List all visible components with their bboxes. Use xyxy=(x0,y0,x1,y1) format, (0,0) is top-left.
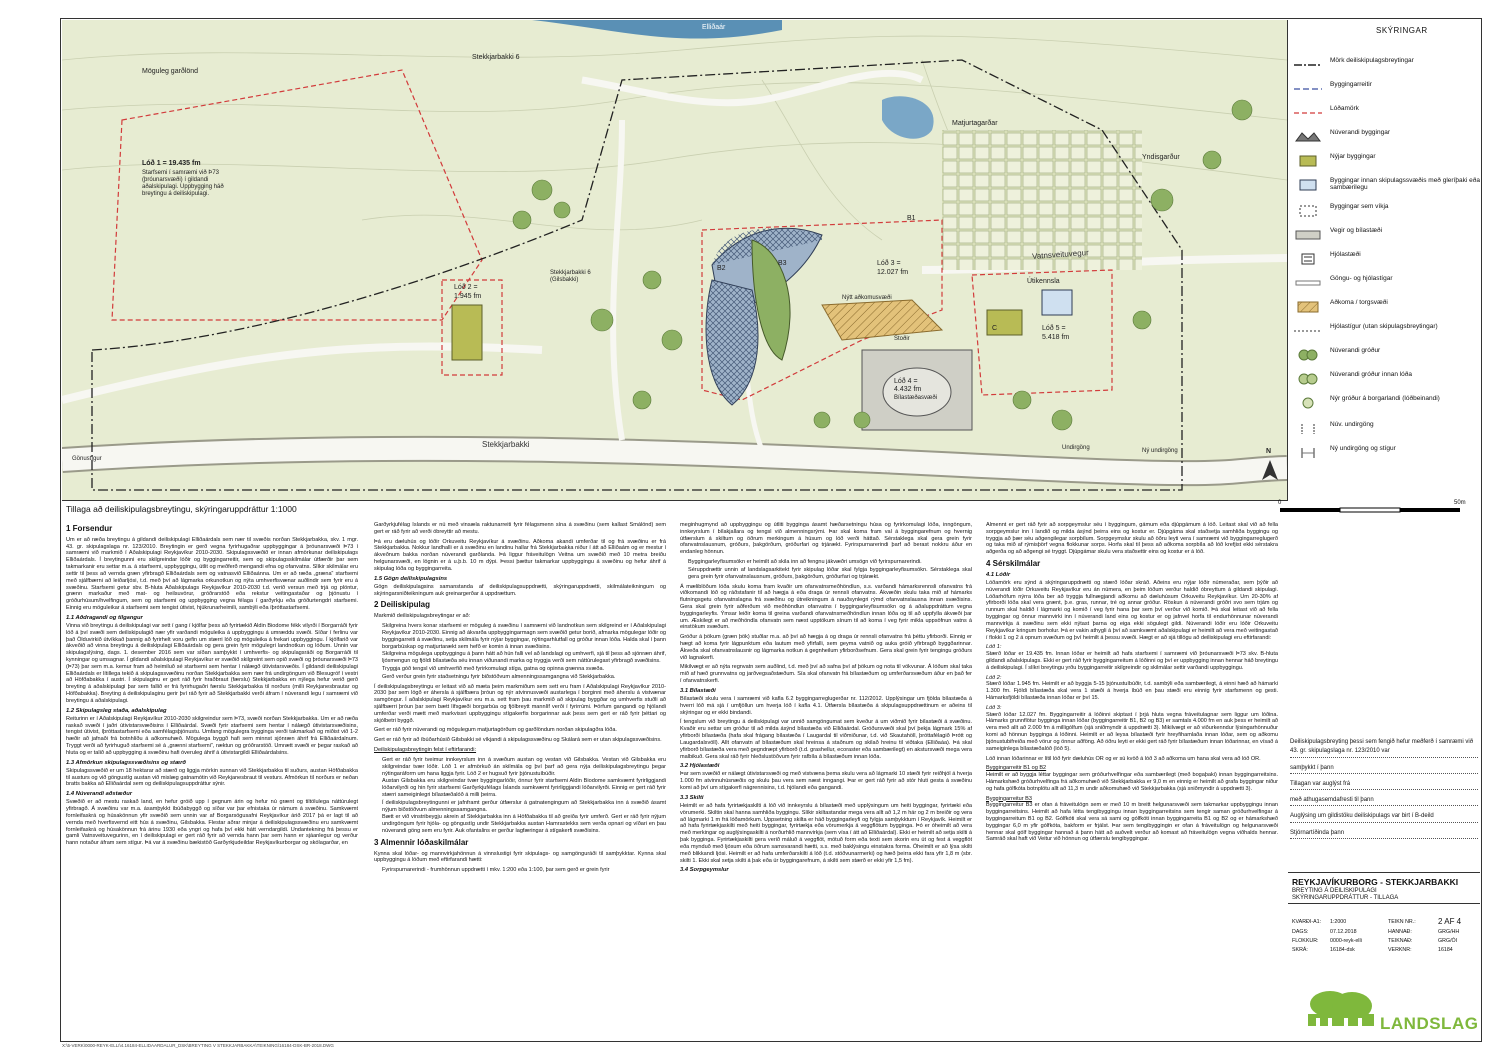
plaza-hatch xyxy=(822,300,942,340)
client-title: REYKJAVÍKURBORG - STEKKJARBAKKI xyxy=(1292,877,1459,887)
legend-item: Hjólastæði xyxy=(1290,250,1478,268)
legend xyxy=(1288,20,1480,500)
text-column-2: Garðyrkjufélag Íslands er nú með vinsæla raktunarreiti fyrir félagsmenn sína á svæðinu (sem kallast Smálönd) sem gert er ráð fyrir að verði óbreyttir að mestu. Þá eru dæluhús og lóðir Orkuveitu Reykjavíkur á svæðinu. Aðkoma akandi umferðar til og frá svæðinu er frá Stekkjarbakka. Nokkur landhalli er á svæðinu en landinu hallar frá Stekkjarbakka niður í átt að Elliðaám og er mestur í ákveðnum bakka norðan núverandi garðlanda. Þá liggur fráveitulögn Veitna um svæðið með 10 metra breiðu helgunarsvæði, en lögnin er á u.þ.b. 10 m dýpi. Þessi þættur takmarkar uppbyggingu á svæðinu og hefur áhrif á skipulag lóða og byggingarreita. 1.5 Gögn deiliskipulagsins Gögn deiliskipulagsins samanstanda af deiliskipulagsuppdrætti, skýringaruppdrætti, skilmálateikningum og skýringarsniðteikningum auk greinargerðar á uppdrættum. 2 Deiliskipulag Markmið deiliskipulagsbreytingar er að: • Skilgreina hvers konar starfsemi er möguleg á svæðinu í samræmi við landnotkun sem skilgreind er í Aðalskipulagi Reykjavíkur 2010-2030. Einnig að ákvarða uppbyggingarmagn sem svæðið getur borið, afmarka mögulegar lóðir og byggingarreiti á svæðinu, setja skilmála fyrir nýjar byggingar, nýtingarhlutfall og gróður innan lóða. Halda skal í þann borgarbúskap og matjurtarækt sem hefð er komin á innan svæðisins. • Skilgreina mögulega uppbyggingu á þann hátt að hún falli vel að landslagi og umhverfi, sjá til þess að sjónræn áhrif, ljósmengun og fjöldi bílastæða séu innan viðunandi marka og tryggja verði sem náttúrulegast yfirbragð svæðisins. • Tryggja góð tengsl við umhverfið með fyrirkomulagi stíga, gatna og opinna grænna svæða. • Gerð verður grein fyrir staðsetningu fyrir biðstöðvum almenningssamgangna við Stekkjarbakka. Í deiliskipulagsbreytingu er leitast við að mæta þeim markmiðum sem sett eru fram í Aðalskipulagi Reykjavíkur 2010-2030 þar sem lögð er áhersla á sjálfbæra þróun og nýr atvinnusvæði austarlega í borginni með áherslu á vistvænar samgöngur. Í aðalskipulagi Reykjavíkur eru m.a. sett fram þau markmið að skipulag byggðar og umhverfis stuðli að sjálfbærri þróun þar sem bætt lífsgæði borgarbúa og fjölbreytt mannlíf verði í fyrirrúmi. Þörfum gangandi og hjólandi umferðar verði mætt með markvissri uppbyggingu stígakerfis borgarinnar auk þess sem gert er ráð fyrir þéttari og skjólbetri byggð. Gert er ráð fyrir núverandi og mögulegum matjurtagörðum og garðlöndum norðan skipulagðra lóða. Gert er ráð fyrir að íbúðarhúsið Gilsbakki sé víkjandi á skipulagssvæðinu og Skálará sem er utan skipulagssvæðisins. Deiliskipulagsbreytingin felst í eftirfarandi: • Gert er ráð fyrir tveimur innkeyrslum inn á svæðum austan og vestan við Gilsbakka. Vestan við Gilsbakka eru skilgreindar tvær lóðir. Lóð 1 er afmörkuð án skilmála og því þarf að gera nýja deiliskipulagsbreytingu þegar nýtingaráform um hana liggja fyrir. Lóð 2 er hugsuð fyrir þjónustuíbúðir. • Austan Gilsbakka eru skilgreindar tvær byggingarlóðir, önnur fyrir starfsemi Aldin Biodome samkvæmt fyrirliggjandi lóðarvilyrði og hin fyrir starfsemi Garðyrkjufélags Íslands samkvæmt fyrirliggjandi lóðarvilyrði. Einnig er gert ráð fyrir stærri sameiginlegri bílastæðalóð á milli þeirra. • Í deiliskipulagsbreytingunni er jafnframt gerður útfærslur á gatnatengingum að Stekkjarbakka inn á svæðið ásamt nýjum biðstöðvum almenningssamgangna. • Bætt er við vinstribeygju akrein af Stekkjarbakka inn á Höfðabakka til að greiða fyrir umferð. Gert er ráð fyrir nýjum undirgöngum fyrir hjóla- og göngustíg undir Stekkjarbakka austan Hamrastekks sem verða opnari og víðari en þau núverandi göng sem eru fyrir. Auk ofantalins er gerður lagfæringar á stígakerfi svæðisins. 3 Almennir lóðaskilmálar Kynna skal lóðar- og mannvirkjahönnun á vinnslustigi fyrir skipulags- og samgönguráði til samþykktar. Kynna skal uppbyggingu á lóðum með eftirfarandi hætti: • Fyrirspurnarerindi - frumhönnun uppdrætti í mkv. 1:200 eða 1:100, þar sem gerð er grein fyrir xyxy=(374,522,666,1022)
label-b3: B3 xyxy=(778,260,787,267)
label-lod5-area: 5.418 fm xyxy=(1042,334,1070,341)
stekkjarbakki-road[interactable] xyxy=(62,449,1287,473)
legend-item: Mörk deiliskipulagsbreytingar xyxy=(1290,56,1478,74)
label-yndisgardur: Yndisgarður xyxy=(1142,154,1180,161)
map-caption: Tillaga að deiliskipulagsbreytingu, skýringaruppdráttur 1:1000 xyxy=(66,504,297,514)
legend-item: Byggingar innan skipulagssvæðis með gleríþaki eða sambærilegu xyxy=(1290,176,1478,198)
label-moguleg-gardlond: Möguleg garðlönd xyxy=(142,68,199,75)
label-undirgong: Undirgöng xyxy=(1062,445,1090,451)
site-plan-map xyxy=(62,20,1288,501)
legend-lot-icon xyxy=(1294,107,1322,119)
goals-list: • Skilgreina hvers konar starfsemi er möguleg á svæðinu í samræmi við landnotkun sem skilgreind er í Aðalskipulagi Reykjavíkur 2010-2030. Einnig að ákvarða uppbyggingarmagn sem svæðið getur borið, afmarka mögulegar lóðir og byggingarreiti á svæðinu, setja skilmála fyrir nýjar byggingar, nýtingarhlutfall og gróður innan lóða. Halda skal í þann borgarbúskap og matjurtarækt sem hefð er komin á innan svæðisins. • Skilgreina mögulega uppbyggingu á þann hátt að hún falli vel að landslagi og umhverfi, sjá til þess að sjónræn áhrif, ljósmengun og fjöldi bílastæða séu innan viðunandi marka og tryggja verði sem náttúrulegast yfirbragð svæðisins. • Tryggja góð tengsl við umhverfið með fyrirkomulagi stíga, gatna og opinna grænna svæða. • Gerð verður grein fyrir staðsetningu fyrir biðstöðvum almenningssamgangna við Stekkjarbakka. xyxy=(374,623,666,681)
label-stodur: Stoðir xyxy=(894,336,910,342)
river xyxy=(532,20,782,39)
scale-bar-graphic xyxy=(1270,506,1480,520)
legend-vegetation-icon xyxy=(1294,349,1322,361)
logo-text: LANDSLAG xyxy=(1380,1014,1479,1033)
legend-item: Hjólastígur (utan skipulagsbreytingar) xyxy=(1290,322,1478,340)
map-drawing xyxy=(62,20,1287,500)
plan-boundary xyxy=(92,60,1182,490)
label-lod4-area: 4.432 fm xyxy=(894,386,922,393)
label-lod4-note: Bílastæðasvæði xyxy=(894,395,938,401)
legend-item: Nýr gróður á borgarlandi (lóðbeinandi) xyxy=(1290,394,1478,416)
legend-item: Vegir og bílastæði xyxy=(1290,226,1478,244)
text-column-4: Almennt er gert ráð fyrir að sorpgeymslur séu í byggingum, gámum eða djúpgámum á lóð. Leitast skal við að fella sorpgeymslur inn í landið og milda ásýnd þeirra eins og kostur er. Djúpgáma skal staðsetja samhliða byggingu og tryggja að þær séu aðgengilegar sorpbílum. Sorpgeymslur skulu að öðru leyti vera í samræmi við byggingarreglugerð og taka mið af rýmisþörf vegna flokkunar sorps. Horfa skal til þess að aðkoma sorpbíla að lóð krefjist ekki sérstakra aðgerða og að aðgengi sé tryggt. Djúpgámar skulu vera staðsettir eins og kostur er á lóð. 4 Sérskilmálar 4.1 Lóðir Lóðamörk eru sýnd á skýringaruppdrætti og stærð lóðar skráð. Aðeins eru nýjar lóðir númeraðar, sem þýðir að núverandi lóðir Orkuveitu Reykjavíkur eru án númera, en þeim lóðum verður haldið óbreyttum á gildandi skipulagi. Lóðarhöfum nýrra lóða ber að tryggja fullnægjandi aðkomu að dæluhúsum Orkuveitu Reykjavíkur. Um 20-30% af yfirborði lóða skal vera grænt, þ.e. gras, runnar, tré og annar gróður. Röskun á núverandi gróðri svo sem trjám og runnum skal haldið í lágmarki og komið í veg fyrir hana þar sem því verður við komið. Þá skal leitast við að fella byggingar og önnur mannvirki inn í núverandi land eins og kostur er og jafnvel horfa til endurhönnunar núverandi mannvirkja á svæðinu sem ekki nýtast þarna og eiga ekki sögulegt gildi. Núverandi lóðir eru lóðir Orkuveitu Reykjavíkur kringum borholur. Þá er vakin athygli á því að samkvæmt aðalskipulagi er heimilt að vera með veitingastað í flokki 1 og 2 á opnum svæðum og því heimilt á þessu svæði. Hægt er að sjá tillögu að deiliskipulagi eru eftirfarandi: Lóð 1: Stærð lóðar er 19.435 fm. Innan lóðar er heimilt að hafa starfsemi í samræmi við þróunarsvæði Þ73 skv. B-hluta gildandi aðalskipulags. Ekki er gert ráð fyrir byggingarreitum á lóðinni og því er uppbygging innan hennar háð breytingu á deiliskipulagi. Í slíkri breytingu yrðu byggingarreitir skilgreindir og skilmálar settir varðandi uppbyggingu. Lóð 2: Stærð lóðar 1.945 fm. Heimilt er að byggja 5-15 þjónustuíbúðir, t.d. sambýli eða sambærilegt, á einni hæð að hámarki 1.300 fm. Fjöldi bílastæða skal vera 1 stæði á hverja íbúð en þau stæði eru einnig fyrir starfsmenn og gesti. Hámarksfjöldi bílastæða innan lóðar er því 15. Lóð 3: Stærð lóðar 12.027 fm. Byggingarreitir á lóðinni skiptast í þrjá hluta vegna fráveitulagnar sem liggur um lóðina. Hámarks grunnflötur bygginga innan lóðar (byggingarreitir B1, B2 og B3) er samtals 4.000 fm en auk þess er heimilt að vera með allt að 2.000 fm á milligólfum (sjá sniðmyndir á uppdrætti 3). Mikilvægt er að viðurkenndur lýsingarhönnuður komi að hönnun bygginga á lóðinni. Heimilt er að leysa bílastæði fyrir hreyfihamlaða innan lóðar, sem og aðkomu þjónustubifreiða með vörur og önnur aðföng. Að öðru leyti er ekki gert ráð fyrir bílastæðum innan lóðarinnar, en vísað á sameiginlega bílastæðalóð (lóð 5). Lóð innan lóðarinnar er lítil lóð fyrir dæluhús OR og er sú kvöð á lóð 3 að aðkoma um hana skal vera að lóð OR. Byggingarreitir B1 og B2 Heimilt er að byggja léttar byggingar sem gróðurhvelfingar eða sambærilegt (með bogaþaki) innan byggingarreitsins. Hámarkshæð gróðurhvelfinga frá aðkomuhæð við Stekkjarbakka er 9,0 m en einnig er heimilt að grafa byggingar niður og hafa gólfkóta botnplötu allt að 11,3 m undir aðkomuhæð við Stekkjarbakka (sjá sniðmyndir á uppdrætti 3). Byggingarreitur B3 Byggingarreitur B3 er ofan á fráveitulögn sem er með 10 m breitt helgunarsvæði sem takmarkar uppbyggingu innan byggingarreitsins. Heimilt að hafa létta tengibyggingu innan byggingarreitsins sem tengir saman gróðurhvelfingar á byggingarreitum B1 og B2. Gólfkóti skal vera sá sami og gólfkóti innan byggingarreita B1 og B2 og er hámarkshæð byggingar 6,0 m yfir gólfkóta, bakform er frjálst. Þar sem tengibyggingin er ofan á fráveitulögn og helgunarsvæði hennar skal gólf byggingar hannað á þann hátt að auðvelt verður að komast að fráveitulögn vegna viðhalds hennar. Samráð skal haft við Veitur við hönnun og útfærslu tengibyggingar. xyxy=(986,522,1278,843)
legend-title: SKÝRINGAR xyxy=(1376,26,1428,35)
legend-item: Byggingar sem víkja xyxy=(1290,202,1478,220)
legend-cyclepath-icon xyxy=(1294,325,1322,337)
legend-boundary-icon xyxy=(1294,59,1322,71)
label-nytt-adkomusvaedi: Nýtt aðkomusvæði xyxy=(842,295,892,301)
glass-building-c xyxy=(1042,290,1072,315)
label-gilsbakki: Stekkjarbakki 6 (Gilsbakki) xyxy=(550,270,591,283)
file-path: X:\5-VERK\0000-REYK-ELLI\4.16184-ELLIDAARDALUR_DSK\BREYTING V STEKKJARBAKKA\TEIKNING\16184-DSK-BR-2018.DWG xyxy=(62,1043,334,1048)
label-ny-undirgong: Ný undirgöng xyxy=(1142,448,1178,454)
drawing-title: SKÝRINGARUPPDRÁTTUR - TILLAGA xyxy=(1288,895,1480,904)
legend-new-vegetation-icon xyxy=(1294,397,1322,409)
legend-item: Nýjar byggingar xyxy=(1290,152,1478,170)
label-matjurtagardar: Matjurtagarðar xyxy=(952,120,998,127)
heading: 1 Forsendur xyxy=(66,524,113,533)
legend-lot-vegetation-icon xyxy=(1294,373,1322,385)
label-gonustigur: Gönustígur xyxy=(72,456,102,462)
legend-demolish-icon xyxy=(1294,205,1322,217)
legend-item: Núverandi byggingar xyxy=(1290,128,1478,146)
legend-bike-parking-icon xyxy=(1294,253,1322,265)
label-b2: B2 xyxy=(717,265,726,272)
label-b1: B1 xyxy=(907,215,916,222)
legend-item: Lóðamörk xyxy=(1290,104,1478,122)
label-vatnsveituvegur: Vatnsveituvegur xyxy=(1031,248,1090,261)
legend-item: Byggingarreitir xyxy=(1290,80,1478,98)
legend-item: Núverandi gróður innan lóða xyxy=(1290,370,1478,388)
legend-plaza-icon xyxy=(1294,301,1322,313)
legend-new-underpass-icon xyxy=(1294,447,1322,459)
legend-item: Aðkoma / torgsvæði xyxy=(1290,298,1478,316)
landslag-logo xyxy=(1300,988,1480,1039)
changes-list: • Gert er ráð fyrir tveimur innkeyrslum inn á svæðum austan og vestan við Gilsbakka. Vestan við Gilsbakka eru skilgreindar tvær lóðir. Lóð 1 er afmörkuð án skilmála og því þarf að gera nýja deiliskipulagsbreytingu þegar nýtingaráform um hana liggja fyrir. Lóð 2 er hugsuð fyrir þjónustuíbúðir. • Austan Gilsbakka eru skilgreindar tvær byggingarlóðir, önnur fyrir starfsemi Aldin Biodome samkvæmt fyrirliggjandi lóðarvilyrði og hin fyrir starfsemi Garðyrkjufélags Íslands samkvæmt fyrirliggjandi lóðarvilyrði. Einnig er gert ráð fyrir stærri sameiginlegri bílastæðalóð á milli þeirra. • Í deiliskipulagsbreytingunni er jafnframt gerður útfærslur á gatnatengingum að Stekkjarbakka inn á svæðið ásamt nýjum biðstöðvum almenningssamgangna. • Bætt er við vinstribeygju akrein af Stekkjarbakka inn á Höfðabakka til að greiða fyrir umferð. Gert er ráð fyrir nýjum undirgöngum fyrir hjóla- og göngustíg undir Stekkjarbakka austan Hamrastekks sem verða opnari og víðari en þau núverandi göng sem eru fyrir. Auk ofantalins er gerður lagfæringar á stígakerfi svæðisins. xyxy=(374,757,666,835)
approval-block: Deiliskipulagsbreyting þessi sem fengið hefur meðferð í samræmi við 43. gr. skipulagslaga nr. 123/2010 var samþykkt í þann Tillagan var auglýst frá með athugasemdafresti til þann Auglýsing um gildistöku deiliskipulags var birt í B-deild Stjórnartíðinda þann xyxy=(1290,738,1478,845)
label-ellidaa: Elliðaár xyxy=(702,24,726,31)
text-column-3: meginhugmynd að uppbyggingu og útliti bygginga ásamt hæðarsetningu húsa og fyrirkomulagi lóða, inngöngum, innkeyrslum í bílakjallara og tengsl við almenningsrými. Þar skal koma fram val á byggingarefnum og hvernig útfærslum á skiltum og öðrum merkingum á húsum og lóð verði háttað. Sérstaklega skal gera grein fyrir ofanvatnslausnum, gróðurs, þakgörðum, gróðurfari og trjárækt. Fyrirspurnarerindi þarf að berast nokkru áður en endanleg hönnun. • Byggingarleyfisumsókn er heimilt að skila inn að fengnu jákvæðri umsögn við fyrirspurnarerindi. • Séruppdrættir unnin af landslagsarkitekt fyrir skipulag lóðar skal fylgja byggingarleyfisumsókn. Sérstaklega skal gera grein fyrir ofanvatnslausnum, gróðurs, þakgörðum, gróðurfari og trjárækt. Á mæliblöðum lóða skulu koma fram kvaðir um ofanvatnsmeðhöndlun, s.s. varðandi hámarksrennsli ofanvatns frá viðkomandi lóð og ráðstafanir til að hægja á eða draga úr rennsli ofanvatns. Ákvæðin skulu taka mið af hámarks flutningsgetu ofanvatnslagna frá svæðinu og útreikningum á nauðsynlegri rýmd ofanvatnslausna innan svæðisins. Gera skal grein fyrir aðferðum við meðhöndlun ofanvatns í byggingarleyfisumsókn og á aðaluppdráttum vegna byggingarleyfis. Ýmsar leiðir koma til greina varðandi ofanvatnsmeðhöndlun innan lóða og til að uppfylla ákvæði þar um. Æskilegt er að meðhöndla ofanvatn sem næst upptökum sínum til að koma í veg fyrir mikla uppsöfnun vatns á einstökum svæðum. Gróður á þökum (græn þök) stuðlar m.a. að því að hægja á og draga úr rennsli ofanvatns frá þéttu yfirborði. Einnig er hægt að koma fyrir lágpunktum eða lautum með yfirfalli, sem geyma vatnið og auka gróið yfirbragð byggðarinnar. Ákveða skal ofanvatnslausnir og lágmarka notkun á gegnheilum yfirborðsefnum. Gera skal grein fyrir tengingu gróðurs við lagnakerfi. Mikilvægt er að nýta regnvatn sem auðlind, t.d. með því að safna því af þökum og nota til vökvunar. Á lóðum skal taka mið af hæð grunnvatns og jarðvegsaðstæðum. Sía skal ofanvatn frá bílastæðum og umferðarsvæðum áður en það fer í ofanvatnskerfi. 3.1 Bílastæði Bílastæði skulu vera í samræmi við kafla 6.2 byggingarreglugerðar nr. 112/2012. Upplýsingar um fjölda bílastæða á hverri lóð má sjá í umfjöllun um hverja lóð í kafla 4.1. Útfærsla bílastæða á skipulagsuppdrættinum er aðeins til skýringar og er ekki bindandi. Í tengslum við breytingu á deiliskipulagi var unnið samgöngumat sem kveður á um viðmið fyrir bílastæði á svæðinu. Kvaðir eru settar um gróður til að milda ásýnd bílastæða við Elliðaárdal. Gróðursvæði skal því þekja lágmark 15% af yfirborði bílastæða (hafa skal frágang bílastæða í Laugardal til viðmiðunar, t.d. við Skautahöll, þróttafélagið Þrótt og Laugardalsvöll). Allt ofanvatn af bílastæðum skal hreinsa á staðnum og skilað hreinu til viðtaka (Elliðaáa). Þá skal yfirborð bílastæða vera með gegndræpt yfirborð (t.d. grashellur, ecoraster eða sambærilegt) en akstursvæði mega vera malbikuð. Gera skal ráð fyrir hleðslustöðvum fyrir rafbíla á bílastæðum innan lóða. 3.2 Hjólastæði Þar sem svæðið er nálægt útivistarsvæði og með vistvæna þema skulu vera að lágmarki 10 stæði fyrir reiðhjól á hverja 1.000 fm atvinnuhúsnæðis og skulu þau vera sem næst inngangi. Þar er gert ráð fyrir að stór hluti gesta á svæðinu komi að því um stígakerfi nágrennisins, t.d. hjólandi eða gangandi. 3.3 Skilti Heimilt er að hafa fyrirtækjaskilti á lóð við innkeyrslu á bílastæði með upplýsingum um heiti byggingar, fyrirtæki eða vörumerki. Skiltin skal hanna samhliða byggingu. Slíkir skiltastandar mega vera allt að 1,2 m hár og 2 m breiðir og vera að lágmarki 1 m frá lóðamörkum. Uppsetning skilta er háð byggingarleyfi og fylgja samþykktum í Reykjavík. Heimilt er að hafa fyrirtækjaskilti með heiti byggingar, fyrirtækja eða vörumerkja á veggflötum bygginga. Þó er óheimilt að vera með merkingar og auglýsingaskilti á norðurhlið mannvirkja (sem vísa í átt að Elliðaárdal). Ekki er heimilt að setja skilti á þak bygginga. Fyrirtækjaskilti gera verið máluð á veggflöt, mótuð form eða texti sem skorin eru út og fest á veggflöt eða mynduð með ljósum eða öðrum samsvarandi hætti, s.s. með baklýsingu einstakra forma. Óheimilt er að lýsa skilti með blikkandi ljósi. Heimilt er að hafa umferðarskilti á lóð (t.d. stöðvunarmerki) og hæð þeirra ekki fara yfir 1,8 m (sbr. skilti 1. Ekki skal setja skilti á þak eða úr byggingarefnum, á skilti sem stærð er ekki yfir 1,5 fm). 3.4 Sorpgeymslur xyxy=(680,522,972,1022)
scale-zero: 0 xyxy=(1278,500,1282,506)
legend-item: Núverandi gróður xyxy=(1290,346,1478,364)
legend-item: Ný undirgöng og stígur xyxy=(1290,444,1478,462)
title-block: REYKJAVÍKURBORG - STEKKJARBAKKI BREYTING Á DEILISKIPULAGI SKÝRINGARUPPDRÁTTUR - TILLAGA KVARÐI-A1: 1:2000 TEIKN NR.: 2 AF 4 DAGS: 07.12.2018 HANNAÐ: GRG/HH FLOKKUR: 0000-reyk-elli TEIKNAÐ: GRG/ÓI SKRÁ: 16184-dsk VERKNR: 16184 xyxy=(1288,872,1480,1041)
project-title: BREYTING Á DEILISKIPULAGI xyxy=(1292,888,1377,894)
label-c: C xyxy=(992,325,998,332)
legend-buildzone-icon xyxy=(1294,83,1322,95)
label-stekkjarbakki-top: Stekkjarbakki 6 xyxy=(472,54,520,61)
legend-existing-building-icon xyxy=(1294,131,1322,143)
legend-road-icon xyxy=(1294,229,1322,241)
path-gilsbakki[interactable] xyxy=(613,120,622,440)
legend-underpass-icon xyxy=(1294,423,1322,435)
label-utikennsla: Útikennsla xyxy=(1027,278,1060,285)
label-lod1-title: Lóð 1 = 19.435 fm xyxy=(142,160,201,167)
label-lod2-area: 1.945 fm xyxy=(454,293,482,300)
label-lod3-title: Lóð 3 = xyxy=(877,260,901,267)
label-lod2-title: Lóð 2 = xyxy=(454,284,478,291)
garden-plots xyxy=(942,130,1142,270)
label-lod3-area: 12.027 fm xyxy=(877,269,909,276)
legend-item: Núv. undirgöng xyxy=(1290,420,1478,438)
label-north: N xyxy=(1266,448,1272,455)
text-column-1: 1 Forsendur Um er að ræða breytingu á gildandi deiliskipulagi Elliðaárdals sem nær til svæðis norðan Stekkjarbakka, skv. 1 mgr. 43. gr. skipulagslaga nr. 123/2010. Breytingin er gerð vegna fyrirhugaðrar uppbyggingar á þróunarsvæði Þ73 í samræmi við markmið í Aðalskipulagi Reykjavíkur 2010-2030. Skipulagssvæðið er innan afmörkunar deiliskipulags Elliðaárdals. Í breytingunni eru skilgreindar lóðir og byggingarreitir, sem og skipulagsskilmálar útfærðir þar sem takmarkanir eru settar m.a. á starfsemi, uppbyggingu, útlit og meðferð mengandi efna og ofanvatns. Slíkir skilmálar eru settir til þess að vernda græn yfirbragð Elliðaárdals sem og vatnasvið Elliðaánna. Um er að ræða „græna“ starfsemi með sjálfbærni að leiðarljósi, t.d. með því að lágmarka orkunotkun og nýta umhverfisvænar auðlindir sem fyrir eru á svæðinu. Starfsemi getur sbv. B-hluta Aðalskipulags Reykjavíkur 2010-2030 t.d. verið versun með trjá og plöntur, grænn markaður með mat- og heilsuvörur, gróðrarstöð eða rekstur veitingastaðar og þjónustu í gróðurhúsum/hvelfingum, sem og starfsemi og uppbygging vegna félaga í garðyrkju eða gróðurtengdri starfsemi. Einnig eru möguleikar á starfsemi sem tengist útivist, hjúkrunarheimili, sambýli eða íþróttastarfsemi. 1.1 Aðdragandi og tilgangur Vinna við breytingu á deiliskipulagi var sett í gang í kjölfar þess að fyrirtækið Aldin Biodome fékk vilyrði í Borgarráði fyrir lóð á því svæði sem deiliskipulagið nær yfir varðandi möguleika á uppbyggingu á umræddu svæði. Síðar í ferlinu var það Ölduvirkið útvíkkað þannig að fyrirhelt voru gefin um stærri lóð og möguleika á frekari uppbyggingu. Í kjölfarið var ákveðið að vinna breytingu á deiliskipulagi Elliðaárdals og gera grein fyrir mögulegri landnotkun og lóðum. Unnin var skipulagslýsing, dags. 1. desember 2016 sem var síðan samþykkt í umhverfis- og skipulagsráði og Borgarráði til kynningar og umsagnar. Í gildandi aðalskipulagi Reykjavíkur er svæðið skilgreint sem opið svæði og þróunarsvæði Þ73 (Þ73) þar sem m.a. kemur fram að heimiluð sé starfsemi sem hentar í nálægð útivistarsvæðis. Í gildandi deiliskipulagi Elliðaárdals er lítillega tekið á skipulagssvæðinu norðan Stekkjarbakka sem nær frá undirgöngum við Blesugróf í vestri að Höfðabakka í austri. Í skipulaginu er gert ráð fyrir hraðbraut (færslu) Stekkjarbakka en nýlega hefur verið gerð breyting á aðalskipulagi þar sem fallið er frá fyrirhugaðri færslu Stekkjarbakka til norðurs (milli Reykjanesbrautar og Höfðabakka). Breyting á deiliskipulaginu gerir því ráð fyrir að Stekkjarbakki verði áfram í núverandi legu í samræmi við breytingu á aðalskipulagi. 1.2 Skipulagsleg staða, aðalskipulag Reiturinn er í Aðalskipulagi Reykjavíkur 2010-2030 skilgreindur sem Þ73, svæði norðan Stekkjarbakka. Um er að ræða raskað svæði í jaðri útivistarsvæðisins í Elliðaárdal. Svæði fyrir starfsemi sem hentar í nálægð útivistarsvæðisins, tengist útivist, íþróttastarfsemi eða samfélagsþjónustu. Umfang mögulegra bygginga verði takmarkað og miðist við 1-2 hæðir að jafnaði frá botnhlíðu á aðkomuhæð. Mögulega byggð hafi sem minnst sjónræn áhrif frá Elliðaárdalnum. Tryggt verði að fyrirhuguð starfsemi sé á „grænni starfsemi“, ræktun og gróðrarstöð. Umrætt svæði er þegar raskað að hluta og er talið að uppbygging á svæðinu hafi óveruleg áhrif á útivistargildi Elliðaárdalsins. 1.3 Afmörkun skipulagssvæðisins og stærð Skipulagssvæðið er um 18 hektarar að stærð og liggja mörkin sunnan við Stekkjarbakka til suðurs, austan Höfðabakka til austurs og við göngustíg austan við mislæg gatnamótin við Reykjanesbraut til vesturs. Afmörkun til norðurs er neðan bratts bakka að Elliðaárdal sem og deiliskipulagsuppdráttur sýnir. 1.4 Núverandi aðstæður Svæðið er að mestu raskað land, en hefur gróið upp í gegnum árin og hefur nú grænt og tiltölulega náttúrulegt yfirbragð. Á svæðinu var m.a. ásamþykkt íbúðabyggð og síðar var þar efnistaka úr námum á svæðinu. Samkvæmt fornleifaskrá og húsakönnun yfir svæðið sem unnin var af Borgarsögusafni Reykjavíkur árið 2017 þá er lagt til að vernda með hverfisvernd eitt hús á svæðinu, Gilsbakka. Flestar aðrar minjar á deiliskipulagssvæðinu eru samkvæmt fornleifaskrá og húsakönnun frá árinu 1930 eða yngri og hafa því ekki hátt verndargildi. Undantekning frá þessu er gamli Vatnsveituvegurinn, en í deiliskipulagi er gert ráð fyrir að vernda hann þar sem hann er sjáanlegur og verður hann notaður áfram sem stígur. Þá var á svæðinu bækistöð Garðyrkjudeildar Reykjavíkurborgar og skólagarðar, en xyxy=(66,524,358,847)
scale-fifty: 50m xyxy=(1454,500,1466,506)
legend-glass-building-icon xyxy=(1294,179,1322,191)
label-lod4-title: Lóð 4 = xyxy=(894,378,918,385)
lod-2-building xyxy=(452,305,482,360)
legend-path-icon xyxy=(1294,277,1322,289)
label-stekkjarbakki-road: Stekkjarbakki xyxy=(482,440,530,449)
pond xyxy=(882,96,934,138)
label-lod1-desc: Starfsemi í samræmi við Þ73 (þróunarsvæði) í gildandi aðalskipulagi. Uppbygging háð breytingu á deiliskipulagi. xyxy=(142,170,224,197)
label-lod5-title: Lóð 5 = xyxy=(1042,325,1066,332)
legend-item: Göngu- og hjólastígar xyxy=(1290,274,1478,292)
legend-new-building-icon xyxy=(1294,155,1322,167)
